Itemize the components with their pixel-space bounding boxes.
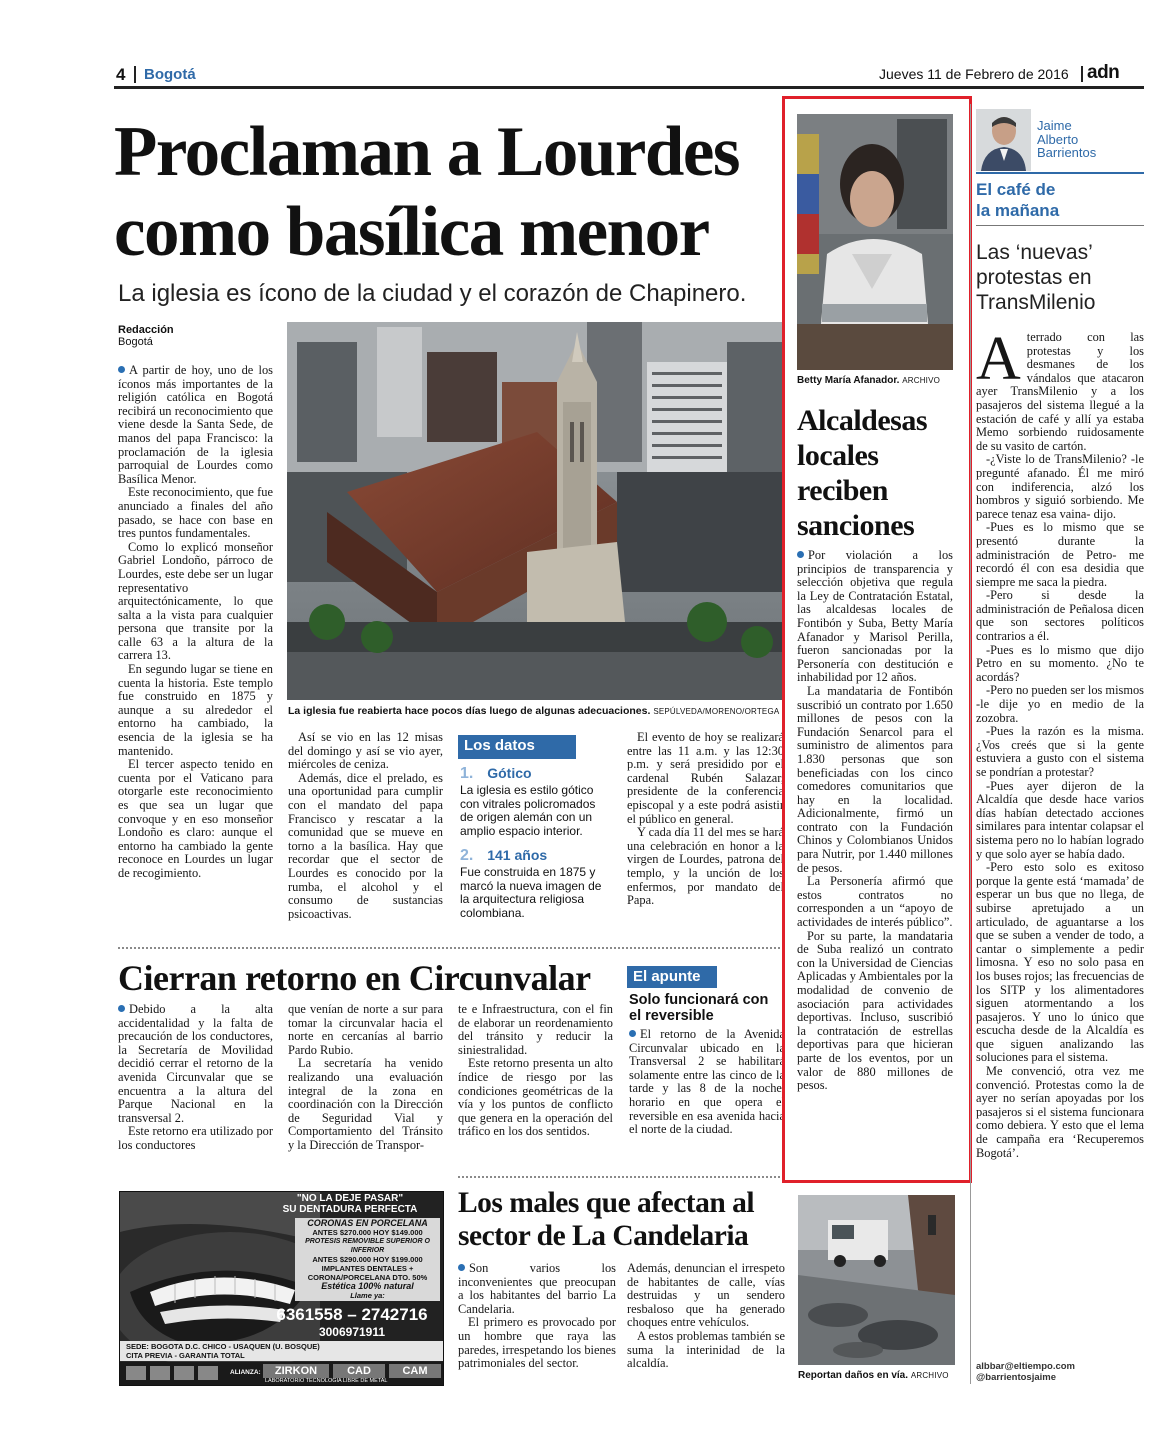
church-photo-caption-text: La iglesia fue reabierta hace pocos días luego de algunas adecuaciones. (288, 705, 651, 717)
candelaria-headline-line1: Los males que afectan al (458, 1187, 755, 1219)
datos-item1-heading (460, 765, 532, 783)
columnist-email[interactable]: albbar@eltiempo.com (976, 1361, 1076, 1372)
section-divider (118, 947, 784, 949)
ad-line3: CORONAS EN PORCELANA (307, 1218, 428, 1228)
ad-line9: Estética 100% natural (321, 1281, 414, 1291)
lead-col4-p2: Y cada día 11 del mes se hará una celebración en honor a la virgen de Lourdes, patrona del templo, y la unción de los enfermos, por mandato del Papa. (627, 825, 784, 908)
column-name-line2: la mañana (976, 201, 1060, 220)
lead-subhead: La iglesia es ícono de la ciudad y el corazón de Chapinero. (118, 280, 747, 307)
byline-place: Bogotá (118, 336, 153, 348)
column-dropcap: A (976, 331, 1021, 393)
ad-phone-mobile: 3006971911 (318, 1325, 386, 1339)
church-photo-caption (288, 705, 788, 717)
datos-item2-heading (460, 847, 547, 865)
lead-col2-p2: Además, dice el prelado, es una oportunidad para cumplir con el mandato del papa Francisco y rescatar a la comunidad que se mueve en torno a la basílica. Hay que recordar que el sector de Lourdes es conocido por la rumba, el alcohol y el consumo de sustancias psicoactivas. (288, 770, 443, 921)
circunvalar-headline: Cierran retorno en Circunvalar (118, 958, 591, 998)
byline (118, 324, 174, 348)
column-title (976, 240, 1095, 315)
ad-alianza-label: ALIANZA: (230, 1369, 261, 1376)
column-title-line1: Las ‘nuevas’ (976, 241, 1093, 264)
afanador-photo-credit: ARCHIVO (902, 376, 941, 385)
ad-line5: PROTESIS REMOVIBLE SUPERIOR O INFERIOR (305, 1238, 430, 1254)
candelaria-col1 (458, 1262, 616, 1387)
ad-logo-marks (126, 1366, 218, 1380)
bullet-dot (629, 1030, 636, 1037)
el-apunte-text: El retorno de la Avenida Circunvalar ubicado en la Transversal 2 se habilitará solamente entre las cinco de la tarde y las 8 de la noche, horario en que opera el reversible en esa avenida hacia el norte de la ciudad. (629, 1028, 785, 1137)
ad-line7: IMPLANTES DENTALES + (321, 1264, 414, 1273)
lead-col1-p1: A partir de hoy, uno de los íconos más importantes de la religión católica en Bogotá recibirá un reconocimiento que viene desde la Santa Sede, de manos del papa Francisco: la proclamación de la iglesia parroquial de Lourdes como Basílica Menor. (118, 364, 273, 486)
columnist-name-rule (976, 172, 1144, 174)
afanador-caption-text: Betty María Afanador. (797, 375, 900, 386)
candelaria-col2-p2: A estos problemas también se suma la interinidad de la alcaldía. (627, 1328, 785, 1371)
el-apunte-text-wrap (629, 1028, 785, 1158)
section-divider-lower (458, 1176, 784, 1178)
candelaria-headline (458, 1187, 793, 1253)
column-p7: -Pues la razón es la misma. ¿Vos creés que si la gente estuviera a gusto con el sistema se pondrían a protestar? (976, 724, 1144, 779)
alcaldesas-p3: La Personería afirmó que estos contratos no corresponden a un “apoyo de actividades de interés público”. (797, 874, 953, 930)
ad-line4: ANTES $270.000 HOY $149.000 (312, 1228, 423, 1237)
ad-line1: "NO LA DEJE PASAR" (296, 1193, 404, 1204)
issue-date: Jueves 11 de Febrero de 2016 (879, 66, 1069, 82)
lead-headline-line2: como basílica menor (114, 193, 709, 271)
ad-line6: ANTES $290.000 HOY $199.000 (312, 1255, 423, 1264)
candelaria-street-illustration (798, 1195, 955, 1365)
column-name-rule (976, 225, 1144, 226)
candelaria-col1-p1: Son varios los inconvenientes que preocupan a los habitantes del barrio La Candelaria. (458, 1262, 616, 1316)
circunvalar-col1 (118, 1003, 273, 1163)
lead-col1-p3: Como lo explicó monseñor Gabriel Londoño, párroco de Lourdes, este debe ser un lugar representativo arquitectónicamente, lo que salta a la vista para cualquier persona que transite por la calle 63 a la altura de la carrera 13. (118, 539, 273, 663)
alcaldesas-headline-line2: locales (797, 439, 879, 472)
alcaldesas-headline-line1: Alcaldesas (797, 404, 927, 437)
alcaldesas-p2: La mandataria de Fontibón suscribió un contrato por 1.650 millones de pesos con la Fundación Senarcol para el suministro de alimentos para 1.830 personas que son beneficiadas con los cinco comedores comunitarios que hay en la localidad. Adicionalmente, firmó un contrato con la Fundación Chinos y Colombianos Unidos para Nutrir, por 1.440 millones de pesos. (797, 683, 953, 875)
page-header (114, 64, 1069, 86)
ad-sede-text: SEDE: BOGOTA D.C. CHICO - USAQUEN (U. BOSQUE) (126, 1342, 320, 1351)
church-photo (287, 322, 784, 700)
lead-headline (114, 112, 794, 272)
ad-lab: LABORATORIO TECNOLOGIA LIBRE DE METAL (265, 1378, 388, 1384)
circunvalar-col1-p2: Este retorno era utilizado por los conductores (118, 1124, 273, 1152)
column-title-line2: protestas en (976, 266, 1092, 289)
ad-line10: Llame ya: (350, 1291, 385, 1300)
afanador-photo-caption (797, 375, 967, 386)
lead-headline-line1: Proclaman a Lourdes (114, 113, 739, 191)
circunvalar-col3-p1: te e Infraestructura, con el fin de elaborar un reordenamiento del tránsito y reducir la siniestralidad. (458, 1003, 613, 1057)
byline-name: Redacción (118, 324, 174, 336)
el-apunte-box (627, 966, 785, 1166)
circunvalar-col2-p1: que venían de norte a sur para tomar la circunvalar hacia el norte en cercanías al barrio Pardo Rubio. (288, 1003, 443, 1057)
afanador-photo (797, 114, 953, 370)
candelaria-caption-text: Reportan daños en vía. (798, 1370, 909, 1381)
column-p6: -Pero no pueden ser los mismos -le dije yo en medio de la zozobra. (976, 683, 1144, 725)
columnist-contact (976, 1361, 1075, 1383)
lead-col1-p2: Este reconocimiento, que fue anunciado a finales del año pasado, se hace con base en tres puntos fundamentales. (118, 485, 273, 541)
column-name-line1: El café de (976, 180, 1056, 199)
column-p8: -Pues ayer dijeron de la Alcaldía que desde hace varios días habían detectado acciones similares para intentar colapsar el sistema pero no lo habían logrado y que solo ayer se había dado. (976, 778, 1144, 861)
alcaldesas-body (797, 549, 953, 1174)
bullet-dot (458, 1264, 465, 1271)
columnist-portrait (976, 109, 1031, 171)
lead-col1 (118, 364, 273, 924)
circunvalar-col1-p1: Debido a la alta accidentalidad y la falta de precaución de los conductores, la Secretaría de Movilidad decidió cerrar el retorno de la avenida Circunvalar que se encuentra a la altura del Parque Nacional en la transversal 2. (118, 1003, 273, 1125)
lead-col2-p1: Así se vio en las 12 misas del domingo y así se vio ayer, miércoles de ceniza. (288, 731, 443, 772)
header-logo-divider (1081, 66, 1083, 82)
ad-brand-zirkon: ZIRKON (263, 1364, 329, 1378)
datos-item2-num: 2. (460, 847, 474, 864)
page-number: 4 (116, 65, 126, 84)
datos-item1-text: La iglesia es estilo gótico con vitrales policromados de origen alemán con un amplio espacio interior. (460, 783, 596, 838)
column-body (976, 331, 1144, 1361)
column-p1: terrado con las protestas y los desmanes de los vándalos que atacaron ayer TransMilenio y a los pasajeros del sistema llegué a la estación de café y allí ya estaba Memo sorbiendo ruidosamente de su vasito de cartón. (976, 331, 1144, 453)
column-title-line3: TransMilenio (976, 291, 1096, 314)
lead-col4-p1: El evento de hoy se realizará entre las 11 a.m. y las 12:30 p.m. y será presidido por el cardenal Rubén Salazar, presidente de la conferencia episcopal y a este podrá asistir el público en general. (627, 731, 784, 826)
header-divider (134, 66, 136, 83)
alcaldesas-headline (797, 403, 957, 543)
bullet-dot (118, 366, 125, 373)
ad-sede (120, 1341, 443, 1361)
candelaria-headline-line2: sector de La Candelaria (458, 1220, 749, 1252)
ad-line8: CORONA/PORCELANA DTO. 50% (307, 1273, 428, 1282)
section-name: Bogotá (144, 66, 196, 83)
el-apunte-title: Solo funcionará con el reversible (629, 992, 769, 1024)
bullet-dot (797, 551, 804, 558)
columnist-twitter[interactable]: @barrientosjaime (976, 1372, 1057, 1383)
columnist-divider (970, 104, 971, 1384)
ad-brand-cam: CAM (389, 1364, 441, 1378)
datos-item1-title: Gótico (487, 765, 532, 781)
circunvalar-col3 (458, 1003, 613, 1163)
ad-phone-main: 6361558 – 2742716 (276, 1305, 428, 1324)
ad-brand-cad: CAD (333, 1364, 385, 1378)
column-p2: -¿Viste lo de TransMilenio? -le pregunté afanado. Él me miró con indiferencia, alzó los hombros y siguió sorbiendo. Me parece tenaz esa vaina- dijo. (976, 452, 1144, 521)
alcaldesas-headline-line3: reciben (797, 474, 888, 507)
alcaldesas-headline-line4: sanciones (797, 509, 915, 542)
ad-line2: SU DENTADURA PERFECTA (282, 1203, 418, 1215)
lead-col2 (288, 731, 443, 921)
ad-price-panel (295, 1218, 440, 1301)
candelaria-col1-p2: El primero es provocado por un hombre que raya las paredes, irrespetando los bienes patrimoniales del sector. (458, 1315, 616, 1371)
datos-item2-title: 141 años (487, 847, 548, 863)
los-datos-label: Los datos (458, 735, 576, 759)
columnist-name (1037, 119, 1096, 160)
church-photo-illustration (287, 322, 784, 700)
circunvalar-col3-p2: Este retorno presenta un alto índice de riesgo por las condiciones geométricas de la vía y los puntos de conflicto que genera en la operación del tráfico en los dos sentidos. (458, 1056, 613, 1139)
ad-alliance-row (120, 1362, 443, 1386)
columnist-first-name: Jaime (1037, 118, 1072, 133)
candelaria-col2-p1: Además, denuncian el irrespeto de habitantes de calle, vías destruidas y un sendero resbaloso que ha generado choques entre vehículos. (627, 1262, 785, 1330)
column-p9: -Pero esto solo es exitoso porque la gente está ‘mamada’ de esperar un bus que no llega, de subirse apretujado a un articulado, de aguantarse a los que se suben a vender de todo, a cantar o simplemente a pedir limosna. Y eso no solo pasa en los buses rojos; las frecuencias de los SITP y los alimentadores siguen atormentando a los pasajeros. Y uno lo único que escucha desde de la Alcaldía es que siguen analizando las soluciones para el sistema. (976, 860, 1144, 1065)
column-p5: -Pues es lo mismo que dijo Petro en su momento. ¿No te acordás? (976, 642, 1144, 684)
lead-col1-p4: En segundo lugar se tiene en cuenta la historia. Este templo fue construido en 1875 y aunque a su alrededor el entorno ha cambiado, la esencia de la iglesia se ha mantenido. (118, 662, 273, 758)
circunvalar-col2 (288, 1003, 443, 1163)
columnist-last-name: Barrientos (1037, 145, 1097, 160)
candelaria-col2 (627, 1262, 785, 1387)
circunvalar-col2-p2: La secretaría ha venido realizando una evaluación integral de la zona en coordinación con la Dirección de Seguridad Vial y Comportamiento del Tránsito y la Dirección de Transpor- (288, 1056, 443, 1152)
columnist-avatar (976, 109, 1031, 171)
afanador-portrait (797, 114, 953, 370)
column-p3: -Pues es lo mismo que se presentó durante la administración de Petro- me recordó él con esa desidia que siempre me saca la piedra. (976, 520, 1144, 589)
candelaria-photo-credit: ARCHIVO (910, 1371, 949, 1380)
columnist-middle-name: Alberto (1037, 131, 1079, 147)
alcaldesas-p1: Por violación a los principios de transparencia y selección objetiva que regula la Ley de Contratación Estatal, las alcaldesas locales de Fontibón y Suba, Betty María Afanador y Marisol Perilla, fueron sancionadas por la Personería con destitución e inhabilidad por 12 años. (797, 549, 953, 685)
alcaldesas-p4: Por su parte, la mandataria de Suba realizó un contrato con la Universidad de Ciencias Aplicadas y Ambientales por la modalidad de convenio de asociación para actividades deportivas. Incluso, suscribió la contratación de estrellas deportivas para que hicieran parte de los eventos, por un valor de 880 millones de pesos. (797, 928, 953, 1093)
column-p4: -Pero si desde la administración de Peñalosa dicen que son sectores políticos contrarios a él. (976, 588, 1144, 644)
bullet-dot (118, 1005, 125, 1012)
ad-text-block (260, 1194, 440, 1215)
adn-logo: adn (1087, 62, 1120, 83)
datos-item2-text: Fue construida en 1875 y marcó la nueva imagen de la arquitectura religiosa colombiana. (460, 865, 602, 920)
candelaria-photo-caption (798, 1370, 968, 1381)
column-p10: Me convenció, otra vez me convenció. Protestas como la de ayer no serían apoyadas por los pasajeros si el sistema funcionara como debiera. Y esto que el lema de campaña era ‘Recuperemos Bogotá’. (976, 1064, 1144, 1160)
lead-col1-p5: El tercer aspecto tenido en cuenta por el Vaticano para otorgarle este reconocimiento es que sea un lugar que convoque y en eso monseñor Londoño es claro: aunque el entorno ha cambiado la gente reconoce en Lourdes un lugar de recogimiento. (118, 757, 273, 880)
el-apunte-label: El apunte (627, 966, 717, 988)
church-photo-credit: SEPÚLVEDA/MORENO/ORTEGA (653, 707, 780, 716)
ad-cita-text: CITA PREVIA - GARANTIA TOTAL (126, 1351, 245, 1360)
lead-col4 (627, 731, 784, 921)
column-name (976, 179, 1059, 221)
los-datos-box (458, 735, 616, 925)
datos-item1-num: 1. (460, 765, 474, 782)
header-rule (114, 86, 1144, 89)
dental-ad (119, 1191, 444, 1386)
candelaria-photo (798, 1195, 955, 1365)
